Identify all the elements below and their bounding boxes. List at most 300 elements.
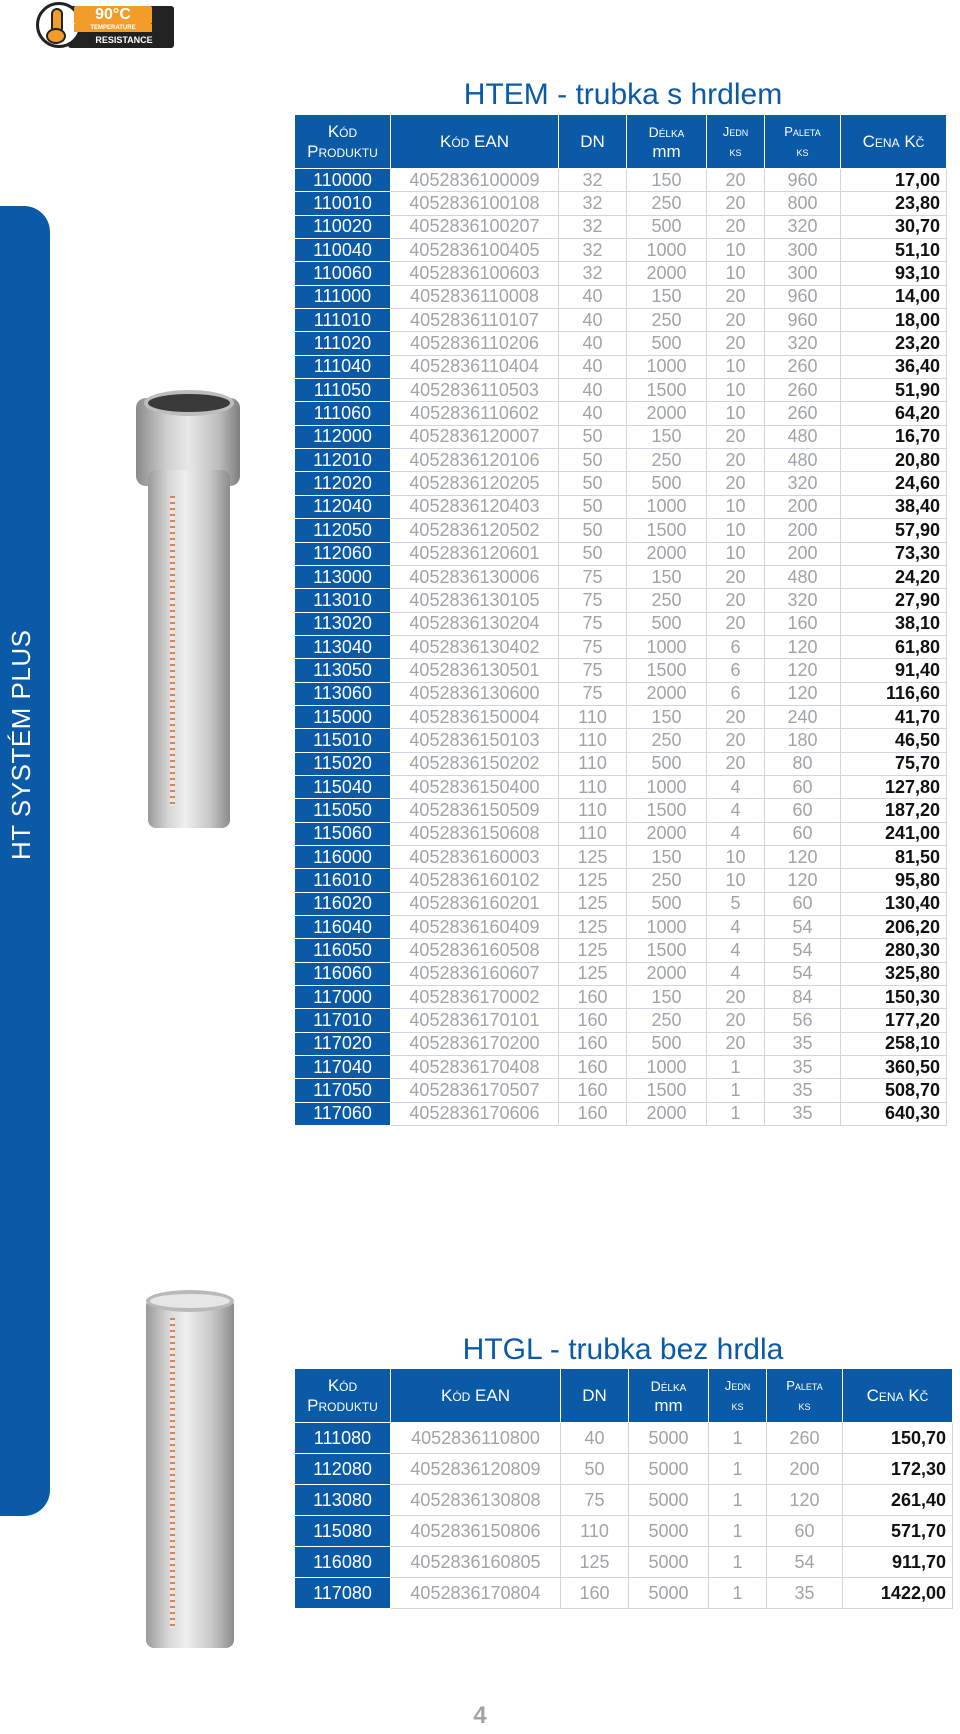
cell-dn: 75 — [559, 612, 627, 635]
cell-product-code: 112040 — [295, 495, 391, 518]
cell-product-code: 111050 — [295, 379, 391, 402]
cell-length: 2000 — [627, 1102, 707, 1125]
cell-length: 150 — [627, 565, 707, 588]
cell-price: 51,90 — [841, 379, 947, 402]
cell-ean: 4052836170408 — [391, 1056, 559, 1079]
col-header-unit-line1: Jedn — [724, 1377, 751, 1393]
col-header-length — [627, 115, 707, 169]
col-header-price: Cena Kč — [841, 115, 947, 169]
cell-ean: 4052836110800 — [391, 1423, 561, 1454]
table-row — [295, 542, 947, 565]
cell-length: 250 — [627, 589, 707, 612]
cell-ean: 4052836100405 — [391, 239, 559, 262]
cell-pallet: 35 — [765, 1079, 841, 1102]
cell-product-code: 112050 — [295, 519, 391, 542]
col-header-code-line1: Kód — [327, 121, 358, 141]
cell-ean: 4052836150509 — [391, 799, 559, 822]
cell-pallet: 200 — [765, 542, 841, 565]
cell-price: 640,30 — [841, 1102, 947, 1125]
table-row — [295, 1009, 947, 1032]
cell-dn: 75 — [559, 565, 627, 588]
cell-pallet: 60 — [767, 1516, 843, 1547]
cell-ean: 4052836100207 — [391, 215, 559, 238]
cell-product-code: 115060 — [295, 822, 391, 845]
cell-price: 14,00 — [841, 285, 947, 308]
table-row — [295, 635, 947, 658]
cell-pallet: 54 — [765, 962, 841, 985]
cell-length: 150 — [627, 169, 707, 192]
cell-unit: 4 — [707, 822, 765, 845]
table-row — [295, 659, 947, 682]
cell-ean: 4052836110008 — [391, 285, 559, 308]
table-row — [295, 1454, 953, 1485]
cell-price: 911,70 — [843, 1547, 953, 1578]
cell-price: 23,20 — [841, 332, 947, 355]
table1-title: HTEM - trubka s hrdlem — [463, 78, 783, 111]
table-row — [295, 472, 947, 495]
cell-price: 23,80 — [841, 192, 947, 215]
cell-dn: 110 — [559, 822, 627, 845]
table-row — [295, 1485, 953, 1516]
cell-product-code: 117000 — [295, 986, 391, 1009]
badge-temperature: 90°C — [74, 6, 152, 24]
cell-pallet: 260 — [767, 1423, 843, 1454]
cell-dn: 125 — [559, 845, 627, 868]
cell-dn: 125 — [561, 1547, 629, 1578]
cell-ean: 4052836160102 — [391, 869, 559, 892]
cell-length: 150 — [627, 285, 707, 308]
cell-pallet: 320 — [765, 589, 841, 612]
cell-dn: 160 — [559, 1056, 627, 1079]
page-number: 4 — [473, 1702, 487, 1729]
cell-product-code: 113050 — [295, 659, 391, 682]
cell-pallet: 60 — [765, 892, 841, 915]
table-row — [295, 1547, 953, 1578]
cell-unit: 20 — [707, 215, 765, 238]
cell-ean: 4052836130204 — [391, 612, 559, 635]
cell-ean: 4052836120205 — [391, 472, 559, 495]
cell-product-code: 110040 — [295, 239, 391, 262]
table-row — [295, 916, 947, 939]
cell-length: 250 — [627, 729, 707, 752]
table-row — [295, 1102, 947, 1125]
cell-product-code: 110000 — [295, 169, 391, 192]
cell-product-code: 113080 — [295, 1485, 391, 1516]
side-tab-text: HT SYSTÉM PLUS — [6, 629, 36, 860]
cell-ean: 4052836170200 — [391, 1032, 559, 1055]
cell-dn: 50 — [559, 472, 627, 495]
cell-length: 500 — [627, 472, 707, 495]
cell-pallet: 960 — [765, 285, 841, 308]
cell-price: 261,40 — [843, 1485, 953, 1516]
cell-product-code: 116020 — [295, 892, 391, 915]
cell-pallet: 260 — [765, 402, 841, 425]
cell-length: 250 — [627, 1009, 707, 1032]
cell-price: 16,70 — [841, 425, 947, 448]
cell-length: 5000 — [629, 1578, 709, 1609]
table-row — [295, 986, 947, 1009]
cell-ean: 4052836110107 — [391, 309, 559, 332]
cell-ean: 4052836120809 — [391, 1454, 561, 1485]
col-header-pallet-line2: ks — [796, 143, 809, 159]
htem-price-table — [294, 114, 947, 1126]
table-row — [295, 495, 947, 518]
cell-product-code: 112010 — [295, 449, 391, 472]
cell-pallet: 200 — [765, 519, 841, 542]
cell-product-code: 117060 — [295, 1102, 391, 1125]
cell-unit: 6 — [707, 659, 765, 682]
cell-price: 127,80 — [841, 775, 947, 798]
cell-pallet: 80 — [765, 752, 841, 775]
cell-ean: 4052836100009 — [391, 169, 559, 192]
cell-price: 1422,00 — [843, 1578, 953, 1609]
col-header-unit-line2: ks — [729, 143, 742, 159]
cell-length: 500 — [627, 215, 707, 238]
col-header-length-line1: Délka — [650, 1377, 687, 1394]
cell-price: 91,40 — [841, 659, 947, 682]
col-header-unit — [707, 115, 765, 169]
cell-pallet: 35 — [765, 1056, 841, 1079]
cell-unit: 20 — [707, 169, 765, 192]
cell-ean: 4052836120007 — [391, 425, 559, 448]
cell-length: 250 — [627, 309, 707, 332]
table-row — [295, 682, 947, 705]
table-row — [295, 169, 947, 192]
cell-dn: 32 — [559, 215, 627, 238]
col-header-pallet — [765, 115, 841, 169]
cell-length: 2000 — [627, 262, 707, 285]
cell-pallet: 56 — [765, 1009, 841, 1032]
cell-price: 177,20 — [841, 1009, 947, 1032]
col-header-unit-line1: Jedn — [722, 123, 749, 139]
cell-price: 24,60 — [841, 472, 947, 495]
cell-price: 325,80 — [841, 962, 947, 985]
cell-unit: 6 — [707, 682, 765, 705]
col-header-unit-line2: ks — [731, 1397, 744, 1413]
cell-product-code: 115050 — [295, 799, 391, 822]
cell-unit: 4 — [707, 962, 765, 985]
cell-dn: 75 — [559, 589, 627, 612]
cell-length: 500 — [627, 1032, 707, 1055]
cell-dn: 75 — [559, 659, 627, 682]
cell-ean: 4052836160508 — [391, 939, 559, 962]
cell-pallet: 260 — [765, 379, 841, 402]
cell-ean: 4052836150806 — [391, 1516, 561, 1547]
cell-ean: 4052836170804 — [391, 1578, 561, 1609]
cell-pallet: 84 — [765, 986, 841, 1009]
cell-unit: 1 — [709, 1578, 767, 1609]
table1-body — [295, 169, 947, 1126]
table-row — [295, 262, 947, 285]
cell-unit: 10 — [707, 519, 765, 542]
cell-pallet: 320 — [765, 472, 841, 495]
cell-ean: 4052836150004 — [391, 705, 559, 728]
cell-product-code: 113000 — [295, 565, 391, 588]
table-row — [295, 589, 947, 612]
cell-product-code: 111040 — [295, 355, 391, 378]
cell-product-code: 113020 — [295, 612, 391, 635]
cell-product-code: 116000 — [295, 845, 391, 868]
cell-ean: 4052836130006 — [391, 565, 559, 588]
cell-unit: 1 — [709, 1547, 767, 1578]
col-header-pallet-line1: Paleta — [784, 123, 821, 139]
cell-unit: 20 — [707, 449, 765, 472]
cell-pallet: 960 — [765, 169, 841, 192]
cell-unit: 20 — [707, 332, 765, 355]
cell-length: 5000 — [629, 1547, 709, 1578]
cell-price: 36,40 — [841, 355, 947, 378]
cell-length: 5000 — [629, 1485, 709, 1516]
col-header-pallet-line1: Paleta — [786, 1377, 823, 1393]
cell-unit: 1 — [709, 1423, 767, 1454]
cell-unit: 4 — [707, 916, 765, 939]
cell-ean: 4052836160201 — [391, 892, 559, 915]
cell-dn: 50 — [559, 495, 627, 518]
cell-unit: 1 — [707, 1079, 765, 1102]
cell-dn: 125 — [559, 916, 627, 939]
cell-unit: 4 — [707, 939, 765, 962]
cell-product-code: 117040 — [295, 1056, 391, 1079]
cell-length: 2000 — [627, 822, 707, 845]
cell-price: 172,30 — [843, 1454, 953, 1485]
cell-price: 20,80 — [841, 449, 947, 472]
cell-dn: 32 — [559, 262, 627, 285]
col-header-code-line2: Produktu — [307, 1395, 378, 1415]
table-row — [295, 192, 947, 215]
cell-pallet: 480 — [765, 565, 841, 588]
cell-price: 280,30 — [841, 939, 947, 962]
cell-price: 206,20 — [841, 916, 947, 939]
htgl-price-table — [294, 1368, 953, 1609]
col-header-length-line2: mm — [654, 1395, 683, 1415]
cell-dn: 125 — [559, 939, 627, 962]
cell-price: 150,30 — [841, 986, 947, 1009]
cell-length: 250 — [627, 449, 707, 472]
cell-ean: 4052836150202 — [391, 752, 559, 775]
cell-dn: 32 — [559, 169, 627, 192]
cell-pallet: 320 — [765, 215, 841, 238]
cell-product-code: 110010 — [295, 192, 391, 215]
pipe-body — [148, 470, 230, 828]
cell-product-code: 116050 — [295, 939, 391, 962]
table-row — [295, 285, 947, 308]
table-header-row — [295, 1369, 953, 1423]
cell-price: 81,50 — [841, 845, 947, 868]
table-row — [295, 449, 947, 472]
cell-unit: 1 — [709, 1454, 767, 1485]
cell-price: 187,20 — [841, 799, 947, 822]
cell-length: 1000 — [627, 635, 707, 658]
cell-product-code: 115080 — [295, 1516, 391, 1547]
cell-price: 64,20 — [841, 402, 947, 425]
cell-pallet: 60 — [765, 775, 841, 798]
cell-pallet: 300 — [765, 239, 841, 262]
cell-dn: 160 — [559, 986, 627, 1009]
col-header-code — [295, 1369, 391, 1423]
cell-dn: 50 — [559, 449, 627, 472]
cell-price: 241,00 — [841, 822, 947, 845]
cell-ean: 4052836170507 — [391, 1079, 559, 1102]
cell-product-code: 116060 — [295, 962, 391, 985]
table2-title: HTGL - trubka bez hrdla — [462, 1333, 784, 1366]
cell-pallet: 35 — [767, 1578, 843, 1609]
cell-unit: 20 — [707, 285, 765, 308]
cell-length: 500 — [627, 612, 707, 635]
cell-price: 571,70 — [843, 1516, 953, 1547]
cell-unit: 6 — [707, 635, 765, 658]
cell-pallet: 54 — [765, 916, 841, 939]
cell-price: 38,10 — [841, 612, 947, 635]
cell-ean: 4052836130808 — [391, 1485, 561, 1516]
table-row — [295, 519, 947, 542]
col-header-code-line1: Kód — [327, 1375, 358, 1395]
cell-price: 51,10 — [841, 239, 947, 262]
cell-price: 27,90 — [841, 589, 947, 612]
cell-length: 1000 — [627, 355, 707, 378]
cell-product-code: 115010 — [295, 729, 391, 752]
cell-length: 250 — [627, 869, 707, 892]
cell-product-code: 110020 — [295, 215, 391, 238]
cell-ean: 4052836100108 — [391, 192, 559, 215]
table2-body — [295, 1423, 953, 1609]
cell-product-code: 117010 — [295, 1009, 391, 1032]
cell-unit: 1 — [707, 1056, 765, 1079]
cell-ean: 4052836120601 — [391, 542, 559, 565]
cell-unit: 5 — [707, 892, 765, 915]
cell-ean: 4052836160409 — [391, 916, 559, 939]
cell-unit: 20 — [707, 1032, 765, 1055]
cell-unit: 20 — [707, 705, 765, 728]
table-row — [295, 215, 947, 238]
cell-price: 18,00 — [841, 309, 947, 332]
cell-product-code: 111080 — [295, 1423, 391, 1454]
cell-unit: 10 — [707, 355, 765, 378]
table-row — [295, 962, 947, 985]
cell-dn: 40 — [559, 355, 627, 378]
cell-product-code: 112080 — [295, 1454, 391, 1485]
col-header-code-line2: Produktu — [307, 141, 378, 161]
cell-ean: 4052836160607 — [391, 962, 559, 985]
cell-ean: 4052836130600 — [391, 682, 559, 705]
cell-dn: 160 — [559, 1102, 627, 1125]
cell-length: 5000 — [629, 1454, 709, 1485]
table-row — [295, 939, 947, 962]
cell-dn: 160 — [559, 1032, 627, 1055]
table-header-row — [295, 115, 947, 169]
cell-product-code: 115040 — [295, 775, 391, 798]
cell-dn: 32 — [559, 239, 627, 262]
cell-pallet: 120 — [765, 682, 841, 705]
cell-ean: 4052836130105 — [391, 589, 559, 612]
cell-length: 1000 — [627, 495, 707, 518]
table-row — [295, 1578, 953, 1609]
cell-ean: 4052836170002 — [391, 986, 559, 1009]
cell-dn: 40 — [561, 1423, 629, 1454]
cell-pallet: 35 — [765, 1102, 841, 1125]
col-header-unit — [709, 1369, 767, 1423]
cell-length: 1500 — [627, 1079, 707, 1102]
cell-product-code: 111060 — [295, 402, 391, 425]
cell-price: 258,10 — [841, 1032, 947, 1055]
cell-unit: 20 — [707, 752, 765, 775]
cell-length: 500 — [627, 332, 707, 355]
cell-ean: 4052836150400 — [391, 775, 559, 798]
cell-dn: 160 — [559, 1079, 627, 1102]
cell-product-code: 117080 — [295, 1578, 391, 1609]
cell-dn: 50 — [559, 519, 627, 542]
cell-unit: 20 — [707, 1009, 765, 1032]
cell-price: 73,30 — [841, 542, 947, 565]
cell-dn: 110 — [559, 752, 627, 775]
cell-length: 5000 — [629, 1423, 709, 1454]
cell-unit: 10 — [707, 402, 765, 425]
col-header-price: Cena Kč — [843, 1369, 953, 1423]
cell-dn: 75 — [559, 682, 627, 705]
cell-ean: 4052836170606 — [391, 1102, 559, 1125]
table-row — [295, 705, 947, 728]
col-header-length — [629, 1369, 709, 1423]
cell-dn: 50 — [559, 542, 627, 565]
cell-price: 30,70 — [841, 215, 947, 238]
cell-ean: 4052836150608 — [391, 822, 559, 845]
cell-dn: 40 — [559, 402, 627, 425]
cell-unit: 4 — [707, 799, 765, 822]
cell-price: 508,70 — [841, 1079, 947, 1102]
pipe-body — [146, 1298, 234, 1648]
cell-dn: 110 — [559, 799, 627, 822]
cell-price: 57,90 — [841, 519, 947, 542]
cell-unit: 10 — [707, 495, 765, 518]
cell-product-code: 111000 — [295, 285, 391, 308]
col-header-dn: DN — [561, 1369, 629, 1423]
table-row — [295, 309, 947, 332]
cell-product-code: 116080 — [295, 1547, 391, 1578]
col-header-pallet-line2: ks — [798, 1397, 811, 1413]
cell-pallet: 120 — [765, 659, 841, 682]
cell-dn: 40 — [559, 285, 627, 308]
cell-length: 2000 — [627, 402, 707, 425]
cell-dn: 125 — [559, 962, 627, 985]
col-header-code — [295, 115, 391, 169]
table-row — [295, 332, 947, 355]
cell-pallet: 800 — [765, 192, 841, 215]
cell-ean: 4052836110206 — [391, 332, 559, 355]
table-row — [295, 402, 947, 425]
cell-unit: 20 — [707, 589, 765, 612]
col-header-ean: Kód EAN — [391, 115, 559, 169]
table-row — [295, 612, 947, 635]
cell-length: 250 — [627, 192, 707, 215]
table-row — [295, 752, 947, 775]
cell-price: 17,00 — [841, 169, 947, 192]
table-row — [295, 845, 947, 868]
cell-price: 360,50 — [841, 1056, 947, 1079]
cell-dn: 40 — [559, 379, 627, 402]
table-row — [295, 729, 947, 752]
cell-ean: 4052836110404 — [391, 355, 559, 378]
cell-product-code: 117050 — [295, 1079, 391, 1102]
cell-product-code: 112020 — [295, 472, 391, 495]
cell-price: 38,40 — [841, 495, 947, 518]
cell-pallet: 320 — [765, 332, 841, 355]
cell-dn: 160 — [561, 1578, 629, 1609]
cell-dn: 40 — [559, 309, 627, 332]
cell-dn: 125 — [559, 869, 627, 892]
cell-pallet: 120 — [765, 845, 841, 868]
cell-dn: 32 — [559, 192, 627, 215]
cell-dn: 50 — [561, 1454, 629, 1485]
col-header-length-line1: Délka — [648, 123, 685, 140]
